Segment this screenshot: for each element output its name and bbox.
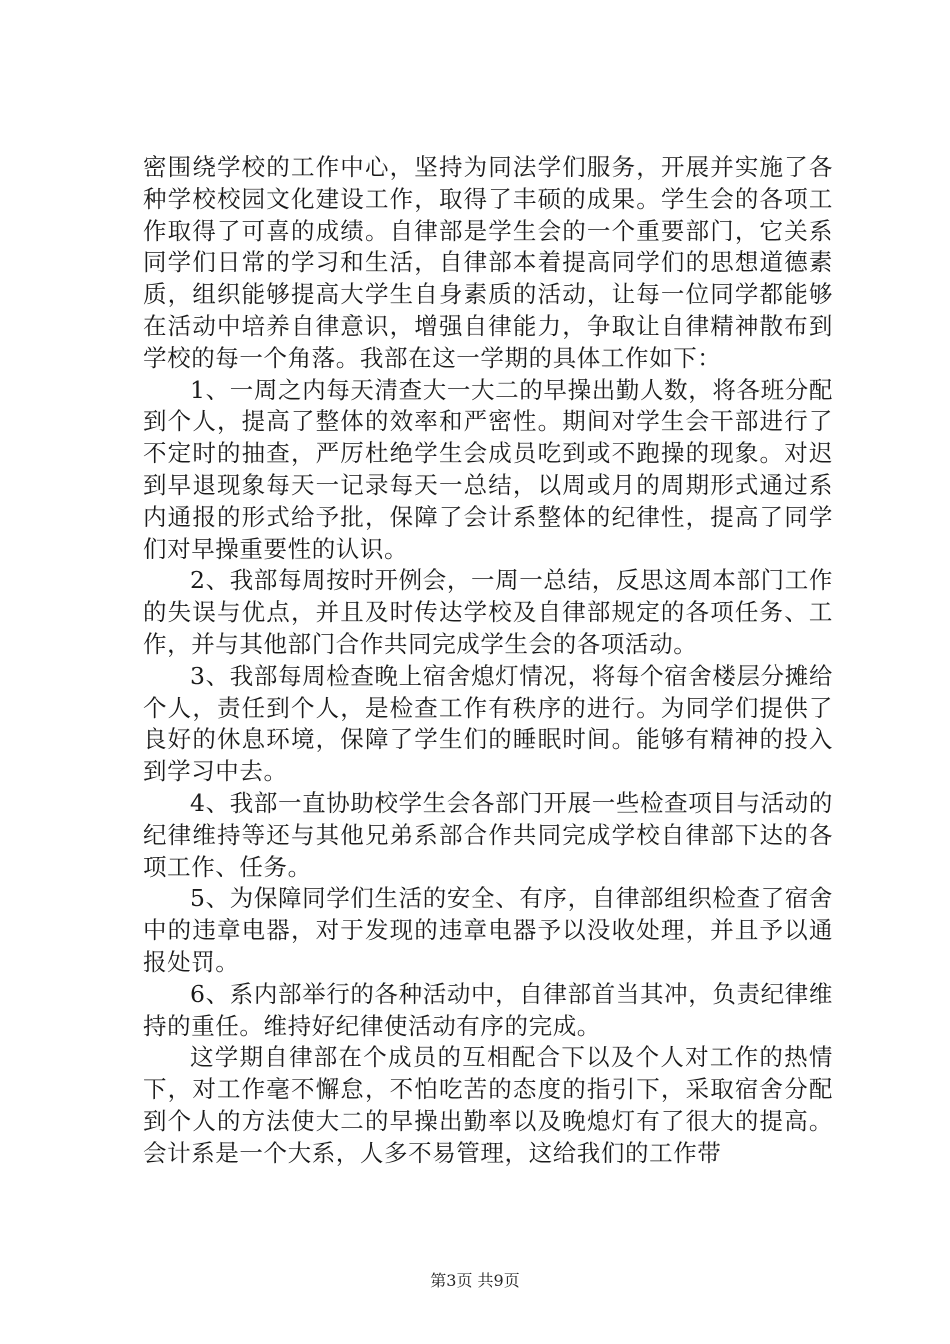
paragraph-item-1: 1、一周之内每天清查大一大二的早操出勤人数，将各班分配到个人，提高了整体的效率和严密性。期间对学生会干部进行了不定时的抽查，严厉杜绝学生会成员吃到或不跑操的现象。对迟到早退现象每天一记录每天一总结，以周或月的周期形式通过系内通报的形式给予批，保障了会计系整体的纪律性，提高了同学们对早操重要性的认识。 xyxy=(143,375,833,563)
page-number-label: 第3页 共9页 xyxy=(430,1271,520,1290)
paragraph-item-4: 4、我部一直协助校学生会各部门开展一些检查项目与活动的纪律维持等还与其他兄弟系部合作共同完成学校自律部下达的各项工作、任务。 xyxy=(143,788,833,881)
paragraph-item-3: 3、我部每周检查晚上宿舍熄灯情况，将每个宿舍楼层分摊给个人，责任到个人，是检查工作有秩序的进行。为同学们提供了良好的休息环境，保障了学生们的睡眠时间。能够有精神的投入到学习中去。 xyxy=(143,661,833,786)
paragraph-summary: 这学期自律部在个成员的互相配合下以及个人对工作的热情下，对工作毫不懈怠，不怕吃苦的态度的指引下，采取宿舍分配到个人的方法使大二的早操出勤率以及晚熄灯有了很大的提高。会计系是一个大系，人多不易管理，这给我们的工作带 xyxy=(143,1043,833,1167)
document-body xyxy=(143,152,833,1170)
paragraph-intro: 密围绕学校的工作中心，坚持为同法学们服务，开展并实施了各种学校校园文化建设工作，取得了丰硕的成果。学生会的各项工作取得了可喜的成绩。自律部是学生会的一个重要部门，它关系同学们日常的学习和生活，自律部本着提高同学们的思想道德素质，组织能够提高大学生自身素质的活动，让每一位同学都能够在活动中培养自律意识，增强自律能力，争取让自律精神散布到学校的每一个角落。我部在这一学期的具体工作如下： xyxy=(143,153,833,372)
paragraph-item-2: 2、我部每周按时开例会，一周一总结，反思这周本部门工作的失误与优点，并且及时传达学校及自律部规定的各项任务、工作，并与其他部门合作共同完成学生会的各项活动。 xyxy=(143,566,833,658)
paragraph-item-6: 6、系内部举行的各种活动中，自律部首当其冲，负责纪律维持的重任。维持好纪律使活动有序的完成。 xyxy=(143,979,833,1040)
page-footer xyxy=(0,1271,950,1291)
paragraph-item-5: 5、为保障同学们生活的安全、有序，自律部组织检查了宿舍中的违章电器，对于发现的违章电器予以没收处理，并且予以通报处罚。 xyxy=(143,884,833,976)
